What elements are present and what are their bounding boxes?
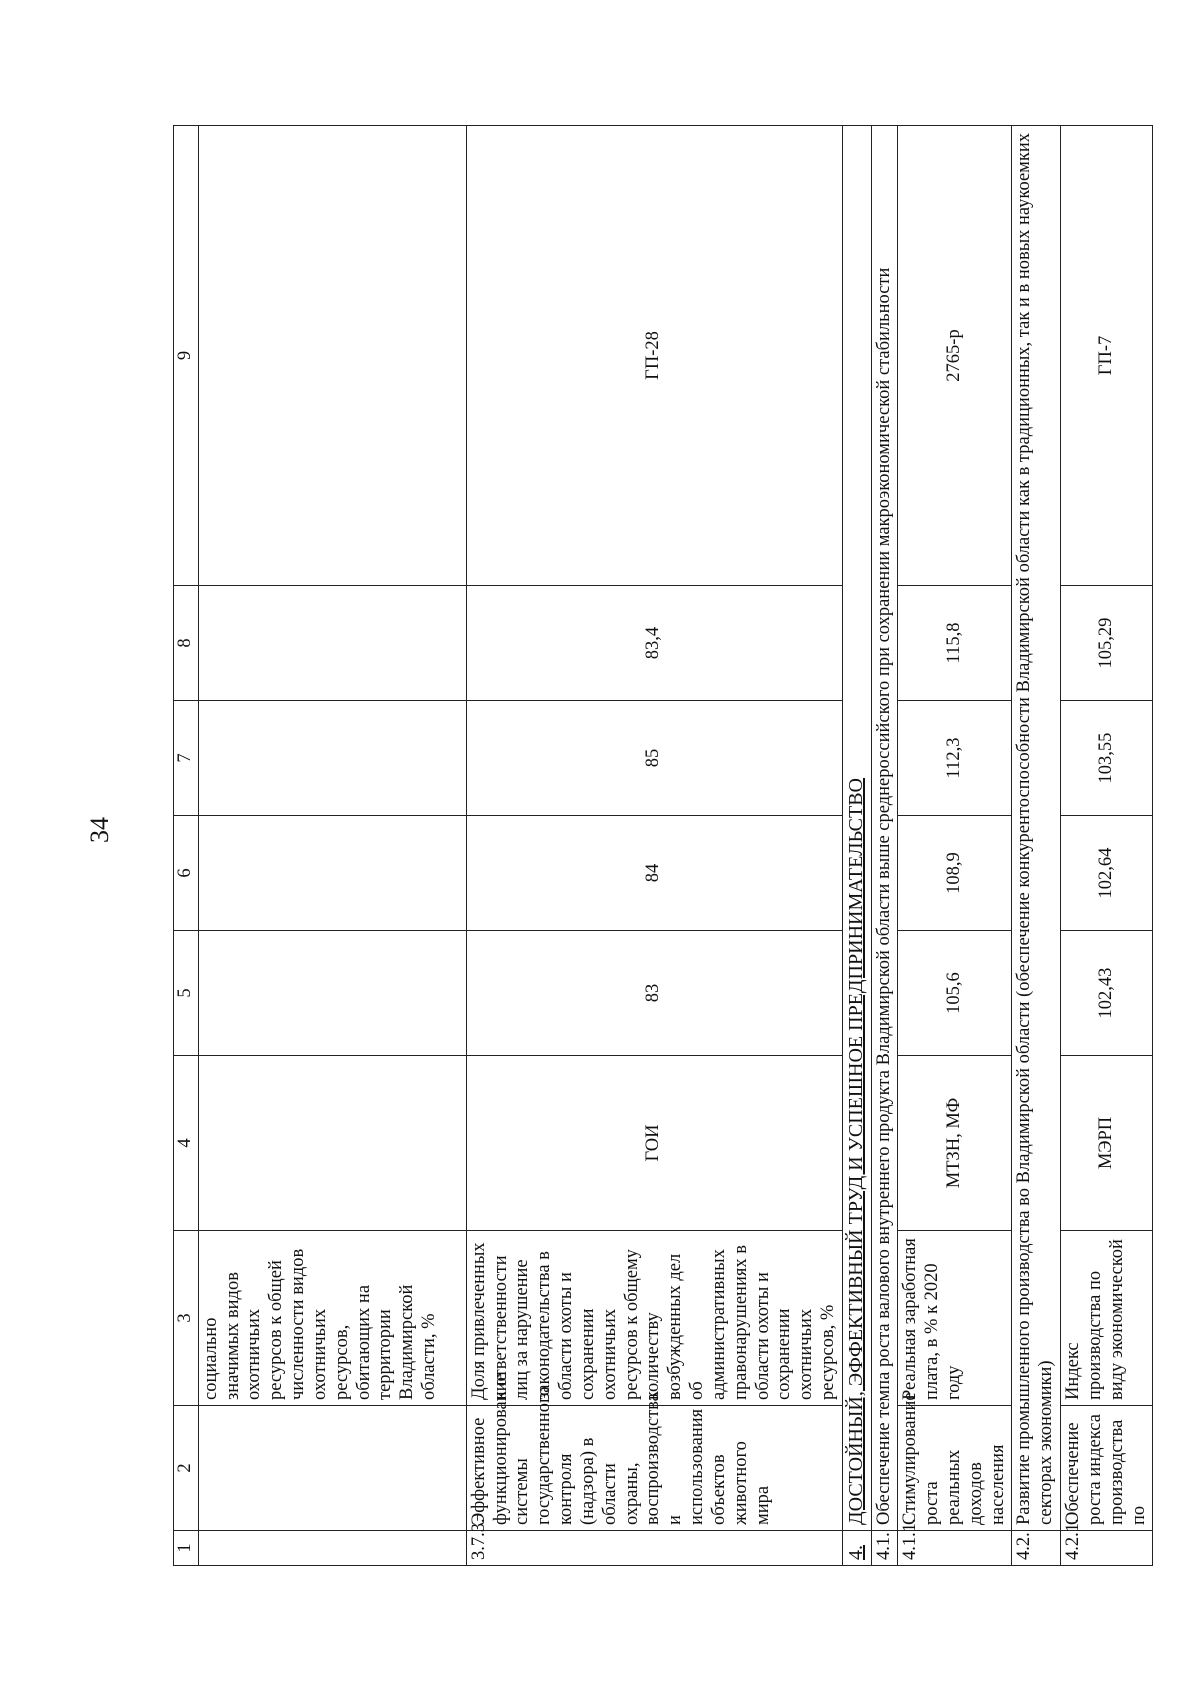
indicators-table: [173, 125, 1153, 1566]
col-header-5: 5: [174, 931, 199, 1056]
cell-value-7: 112,3: [898, 701, 1012, 816]
cell-indicator: социально значимых видов охотничьих ресурсов к общей численности видов охотничьих ресурсов, обитающих на территории Владимирской области, %: [198, 1231, 466, 1406]
cell-value-6: 84: [466, 816, 842, 931]
header-row: [174, 126, 199, 1566]
cell-indicator: Реальная заработная плата, в % к 2020 году: [898, 1231, 1012, 1406]
table-row-section-4: [842, 126, 871, 1566]
cell-number: 3.7.3.: [466, 1531, 842, 1566]
cell-source: ГП-28: [466, 126, 842, 586]
col-header-3: 3: [174, 1231, 199, 1406]
section-title: ДОСТОЙНЫЙ, ЭФФЕКТИВНЫЙ ТРУД И УСПЕШНОЕ ПРЕДПРИНИМАТЕЛЬСТВО: [842, 126, 871, 1531]
table-row-3-7-3: [466, 126, 842, 1566]
cell-value-8: 105,29: [1061, 586, 1153, 701]
col-header-8: 8: [174, 586, 199, 701]
cell-task: Обеспечение роста индекса производства по: [1061, 1406, 1153, 1531]
cell-value-8: 115,8: [898, 586, 1012, 701]
table-row-4-1-1: [898, 126, 1012, 1566]
cell-value-6: 102,64: [1061, 816, 1153, 931]
cell-number: 4.1.1.: [898, 1531, 1012, 1566]
cell-number: 4.: [842, 1531, 871, 1566]
col-header-2: 2: [174, 1406, 199, 1531]
cell-value-6: 108,9: [898, 816, 1012, 931]
cell-responsible: ГОИ: [466, 1056, 842, 1231]
table-row-4-1: [871, 126, 898, 1566]
cell-value-8: 83,4: [466, 586, 842, 701]
cell-value-7: 85: [466, 701, 842, 816]
col-header-9: 9: [174, 126, 199, 586]
table-row-continuation: [198, 126, 466, 1566]
cell-responsible: МЭРП: [1061, 1056, 1153, 1231]
cell-value-5: 83: [466, 931, 842, 1056]
col-header-1: 1: [174, 1531, 199, 1566]
page-number: 34: [85, 817, 114, 843]
cell-task: Стимулирование роста реальных доходов населения: [898, 1406, 1012, 1531]
col-header-4: 4: [174, 1056, 199, 1231]
cell-number: 4.2.1.: [1061, 1531, 1153, 1566]
col-header-6: 6: [174, 816, 199, 931]
cell-indicator: Индекс производства по виду экономической: [1061, 1231, 1153, 1406]
cell-value-7: 103,55: [1061, 701, 1153, 816]
goal-text: Развитие промышленного производства во Владимирской области (обеспечение конкурентоспособности Владимирской области как в традиционных, так и в новых наукоемких секторах экономики): [1012, 126, 1061, 1531]
cell-indicator: Доля привлеченных к ответственности лиц за нарушение законодательства в области охоты и сохранении охотничьих ресурсов к общему количеству возбужденных дел об административных правонарушениях в области охоты и сохранении охотничьих ресурсов, %: [466, 1231, 842, 1406]
cell-number: 4.1.: [871, 1531, 898, 1566]
cell-value-5: 105,6: [898, 931, 1012, 1056]
cell-source: 2765-р: [898, 126, 1012, 586]
cell-responsible: МТЗН, МФ: [898, 1056, 1012, 1231]
cell-task: Эффективное функционирование системы государственного контроля (надзора) в области охраны, воспроизводства и использования объектов животного мира: [466, 1406, 842, 1531]
cell-source: ГП-7: [1061, 126, 1153, 586]
table-row-4-2: [1012, 126, 1061, 1566]
cell-value-5: 102,43: [1061, 931, 1153, 1056]
col-header-7: 7: [174, 701, 199, 816]
table-row-4-2-1: [1061, 126, 1153, 1566]
goal-text: Обеспечение темпа роста валового внутреннего продукта Владимирской области выше среднероссийского при сохранении макроэкономической стабильности: [871, 126, 898, 1531]
cell-number: 4.2.: [1012, 1531, 1061, 1566]
rotated-table-sheet: [173, 126, 1149, 1566]
